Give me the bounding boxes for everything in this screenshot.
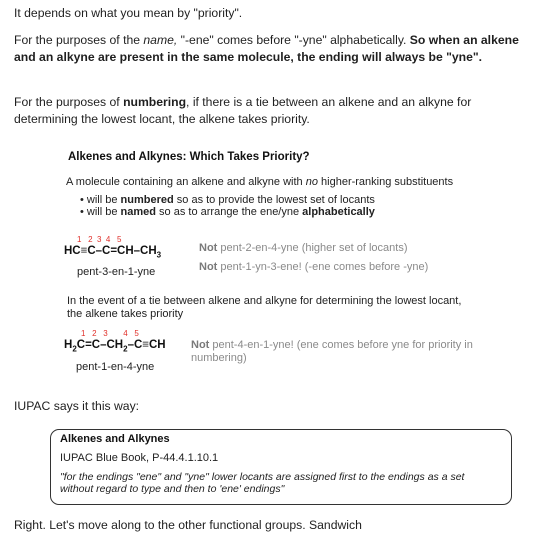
para1-b: "-ene" comes before "-yne" alphabetically. — [177, 33, 410, 47]
para2-b: , if there is a tie between an alkene and an alkyne for determining the lowest locant, the alkene takes priority. — [14, 95, 472, 126]
ex2-not-bold: Not — [191, 339, 210, 351]
ex2-name: pent-1-en-4-yne — [76, 361, 155, 373]
intro-text: It depends on what you mean by "priority". — [14, 6, 243, 20]
iupac-quote-box — [50, 429, 512, 505]
ex2-formula-sub1: 2 — [72, 344, 77, 354]
para2-a: For the purposes of — [14, 95, 124, 109]
bullet2-bold2: alphabetically — [302, 206, 375, 218]
tie-text: In the event of a tie between alkene and alkyne for determining the lowest locant, the alkene takes priority — [67, 295, 462, 320]
ex1-locants: 1 2 3 4 5 — [77, 235, 122, 244]
bullet1-b: so as to provide the lowest set of locants — [173, 194, 375, 206]
para1-bold: So when an alkene and an alkyne are present in the same molecule, the ending will always be "yne". — [14, 33, 519, 64]
iupac-box-ref: IUPAC Blue Book, P-44.4.1.10.1 — [60, 452, 219, 464]
ex1-not2-bold: Not — [199, 261, 218, 273]
bullet2-a: • will be — [80, 206, 121, 218]
ex1-name: pent-3-en-1-yne — [77, 266, 156, 278]
ex1-not2-text: pent-1-yn-3-ene! (-ene comes before -yne) — [217, 261, 429, 273]
ex2-locants: 1 2 3 4 5 — [81, 329, 139, 338]
ex1-formula-a: HC≡C–C=CH–CH — [64, 245, 157, 257]
iupac-intro: IUPAC says it this way: — [14, 399, 140, 413]
figure-line1-em: no — [305, 176, 318, 188]
para1-a: For the purposes of the — [14, 33, 144, 47]
bullet1-a: • will be — [80, 194, 121, 206]
priority-name-paragraph — [14, 32, 534, 66]
bullet2-b: so as to arrange the ene/yne — [156, 206, 303, 218]
ex2-formula-sub2: 2 — [123, 344, 128, 354]
ex2-not — [191, 339, 481, 365]
iupac-box-quote: "for the endings "ene" and "yne" lower locants are assigned first to the endings as a set without regard to type and then to 'ene' endings" — [60, 471, 465, 495]
ex1-not1-bold: Not — [199, 242, 218, 254]
bullet2-bold: named — [120, 206, 156, 218]
figure-line1-b: higher-ranking substituents — [317, 176, 454, 188]
ex2-formula-a: H — [64, 339, 73, 351]
figure-title: Alkenes and Alkynes: Which Takes Priority? — [68, 151, 310, 163]
para2-bold: numbering — [123, 95, 187, 109]
ex2-formula-c: –C≡CH — [127, 339, 166, 351]
ex2-not-text: pent-4-en-1-yne! (ene comes before yne for priority in numbering) — [191, 339, 473, 364]
priority-numbering-paragraph — [14, 94, 534, 128]
figure-line1 — [66, 176, 453, 189]
ex2-formula — [64, 339, 166, 353]
figure-line1-a: A molecule containing an alkene and alkyne with — [66, 176, 306, 188]
bullet1-bold: numbered — [120, 194, 174, 206]
para1-emphasis: name, — [143, 33, 178, 47]
iupac-box-title: Alkenes and Alkynes — [60, 433, 170, 445]
ex1-formula — [64, 245, 161, 259]
figure-bullet-named — [80, 206, 375, 219]
ex1-not1 — [199, 242, 407, 255]
ex2-formula-b: C=C–CH — [76, 339, 124, 351]
closing-text: Right. Let's move along to the other functional groups. Sandwich — [14, 518, 362, 532]
ex1-not2 — [199, 261, 428, 274]
ex1-not1-text: pent-2-en-4-yne (higher set of locants) — [217, 242, 408, 254]
ex1-formula-sub: 3 — [156, 250, 162, 260]
